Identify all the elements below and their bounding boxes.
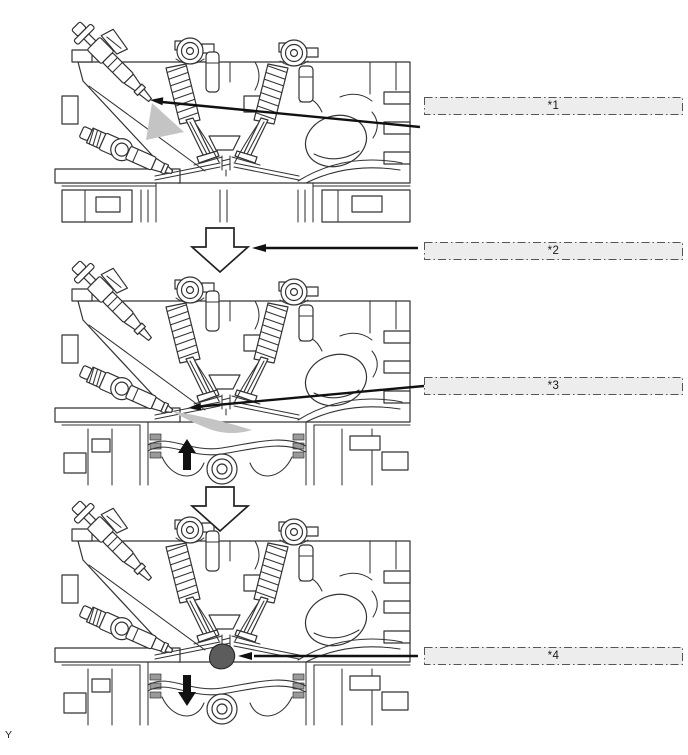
callout-label-3: *3 <box>547 380 560 392</box>
callout-box-4 <box>424 647 683 665</box>
callout-label-2: *2 <box>547 245 560 257</box>
step-down-arrow-icon-1 <box>192 228 248 272</box>
callout-box-1 <box>424 97 683 115</box>
engine-cross-section-step-1 <box>55 9 410 222</box>
callout-box-3 <box>424 377 683 395</box>
callout-box-2 <box>424 242 683 260</box>
callout-label-1: *1 <box>547 100 560 112</box>
piston-down-arrow-icon <box>178 675 196 706</box>
engine-cross-section-step-2 <box>55 248 410 485</box>
engine-cross-section-step-3 <box>55 488 410 725</box>
combustion-flame <box>209 644 234 669</box>
leader-line-2 <box>252 244 418 252</box>
callout-label-4: *4 <box>547 650 560 662</box>
page-marker: Y <box>5 729 13 741</box>
